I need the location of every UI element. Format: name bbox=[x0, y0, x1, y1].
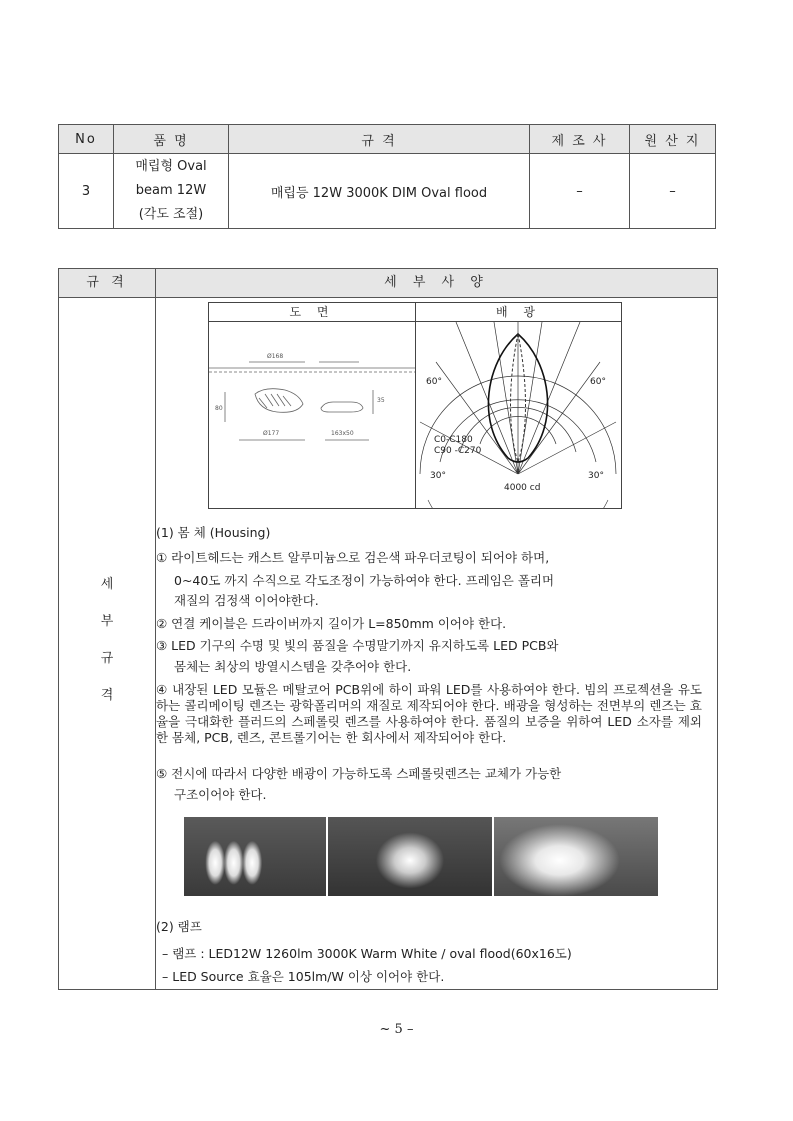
dim-label: 35 bbox=[377, 397, 385, 404]
housing-title: (1) 몸 체 (Housing) bbox=[156, 525, 271, 540]
row-name-line: beam 12W bbox=[135, 183, 207, 198]
spec-item-5: 구조이어야 한다. bbox=[174, 787, 267, 802]
header-origin: 원 산 지 bbox=[630, 125, 716, 154]
light-distribution-title: 배 광 bbox=[416, 303, 621, 322]
header-maker: 제 조 사 bbox=[530, 125, 630, 154]
legend-c90: C90 -C270 bbox=[434, 446, 482, 456]
drawing-title: 도 면 bbox=[209, 303, 416, 322]
technical-drawing bbox=[209, 322, 415, 508]
spec-item-1: 0~40도 까지 수직으로 각도조정이 가능하여야 한다. 프레임은 폴리머 bbox=[174, 573, 555, 588]
table-row bbox=[59, 154, 716, 229]
product-table bbox=[58, 124, 716, 229]
spec-item-4: ④ 내장된 LED 모듈은 메탈코어 PCB위에 하이 파워 LED를 사용하여야 한다. 빔의 프로젝션을 유도하는 콜리메이팅 렌즈는 광학폴리머의 재질로 제작되어야 한다. 배광을 형성하는 전면부의 렌즈는 효율을 극대화한 플러드의 스페롤릿 렌즈를 사용하여야 한다. 품질의 보증을 위하여 LED 소자를 제외한 몸체, PCB, 렌즈, 콘트롤기어는 한 회사에서 제작되어야 한다. bbox=[156, 682, 702, 745]
angle-label: 30° bbox=[430, 471, 446, 481]
spec-item-3: ③ LED 기구의 수명 및 빛의 품질을 수명말기까지 유지하도록 LED PCB와 bbox=[156, 638, 559, 653]
photo-spotlights-1 bbox=[184, 817, 326, 896]
candela-label: 4000 cd bbox=[504, 483, 541, 493]
row-origin: – bbox=[630, 154, 716, 229]
dim-label: Ø168 bbox=[267, 353, 284, 360]
legend-c0: C0-C180 bbox=[434, 435, 473, 445]
detail-header-right: 세 부 사 양 bbox=[156, 269, 717, 298]
detail-header-left: 규 격 bbox=[59, 269, 156, 298]
header-name: 품 명 bbox=[114, 125, 229, 154]
side-label-char: 규 bbox=[100, 651, 114, 666]
lamp-title: (2) 램프 bbox=[156, 919, 202, 934]
header-spec: 규 격 bbox=[229, 125, 530, 154]
photo-spotlights-3 bbox=[494, 817, 658, 896]
side-label-char: 부 bbox=[100, 614, 114, 629]
side-label-char: 세 bbox=[100, 577, 114, 592]
polar-diagram bbox=[416, 322, 621, 508]
dim-label: 163x50 bbox=[331, 430, 354, 437]
photo-spotlights-2 bbox=[328, 817, 492, 896]
lamp-spec: – 램프 : LED12W 1260lm 3000K Warm White / oval flood(60x16도) bbox=[162, 946, 572, 961]
angle-label: 60° bbox=[590, 377, 606, 387]
angle-label: 60° bbox=[426, 377, 442, 387]
spec-item-5: ⑤ 전시에 따라서 다양한 배광이 가능하도록 스페롤릿렌즈는 교체가 가능한 bbox=[156, 766, 562, 781]
spec-item-1: 재질의 검정색 이어야한다. bbox=[174, 593, 319, 608]
detail-side-column bbox=[59, 298, 156, 989]
dim-label: 80 bbox=[215, 405, 223, 412]
angle-label: 30° bbox=[588, 471, 604, 481]
spec-item-3: 몸체는 최상의 방열시스템을 갖추어야 한다. bbox=[174, 659, 412, 674]
side-label-char: 격 bbox=[100, 688, 114, 703]
drawing-figure bbox=[208, 302, 622, 509]
row-no: 3 bbox=[59, 154, 114, 229]
product-table-header bbox=[59, 125, 716, 154]
row-maker: – bbox=[530, 154, 630, 229]
row-name bbox=[114, 154, 229, 229]
dim-label: Ø177 bbox=[263, 430, 280, 437]
row-spec: 매립등 12W 3000K DIM Oval flood bbox=[229, 154, 530, 229]
row-name-line: 매립형 Oval bbox=[135, 159, 207, 174]
spec-item-1: ① 라이트헤드는 캐스트 알루미늄으로 검은색 파우더코팅이 되어야 하며, bbox=[156, 550, 550, 565]
lamp-efficiency: – LED Source 효율은 105lm/W 이상 이어야 한다. bbox=[162, 969, 445, 984]
spec-item-2: ② 연결 케이블은 드라이버까지 길이가 L=850mm 이어야 한다. bbox=[156, 616, 507, 631]
header-no: No bbox=[59, 125, 114, 154]
page-number: ~ 5 – bbox=[379, 1022, 414, 1037]
row-name-line: (각도 조절) bbox=[138, 207, 204, 222]
